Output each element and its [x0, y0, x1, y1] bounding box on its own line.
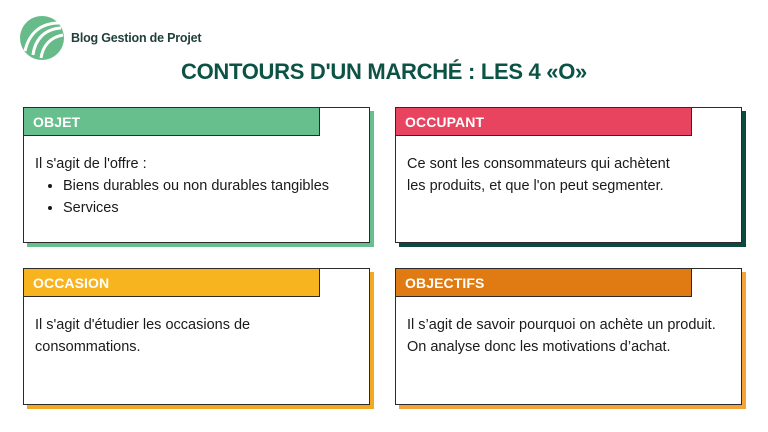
brand-name: Blog Gestion de Projet [71, 31, 202, 45]
card-occupant [395, 107, 742, 243]
card-occasion [23, 268, 370, 405]
card-objet [23, 107, 370, 243]
brand-logo[interactable] [19, 14, 201, 62]
card-header-occupant: OCCUPANT [396, 108, 692, 136]
card-text: Il s'agit d'étudier les occasions de consommations. [35, 317, 251, 355]
card-intro: Il s'agit de l'offre : [35, 156, 147, 172]
card-box [23, 268, 370, 405]
card-objectifs [395, 268, 742, 405]
card-header-objet: OBJET [24, 108, 320, 136]
page-title: CONTOURS D'UN MARCHÉ : LES 4 «O» [181, 59, 587, 84]
card-box [395, 107, 742, 243]
card-header-occasion: OCCASION [24, 269, 320, 297]
leaf-logo-icon [19, 15, 65, 61]
bullet-list [35, 175, 361, 219]
card-box [23, 107, 370, 243]
card-header-objectifs: OBJECTIFS [396, 269, 692, 297]
card-body-occupant [407, 153, 671, 197]
card-body-objet [35, 153, 361, 219]
list-item: • Biens durables ou non durables tangibles [63, 175, 361, 197]
card-body-occasion [35, 314, 329, 358]
card-text: Ce sont les consommateurs qui achètent les produits, et que l'on peut segmenter. [407, 156, 670, 194]
card-box [395, 268, 742, 405]
card-body-objectifs [407, 314, 721, 358]
list-item: • Services [63, 197, 361, 219]
card-text: Il s’agit de savoir pourquoi on achète un produit. On analyse donc les motivations d’achat. [407, 317, 716, 355]
